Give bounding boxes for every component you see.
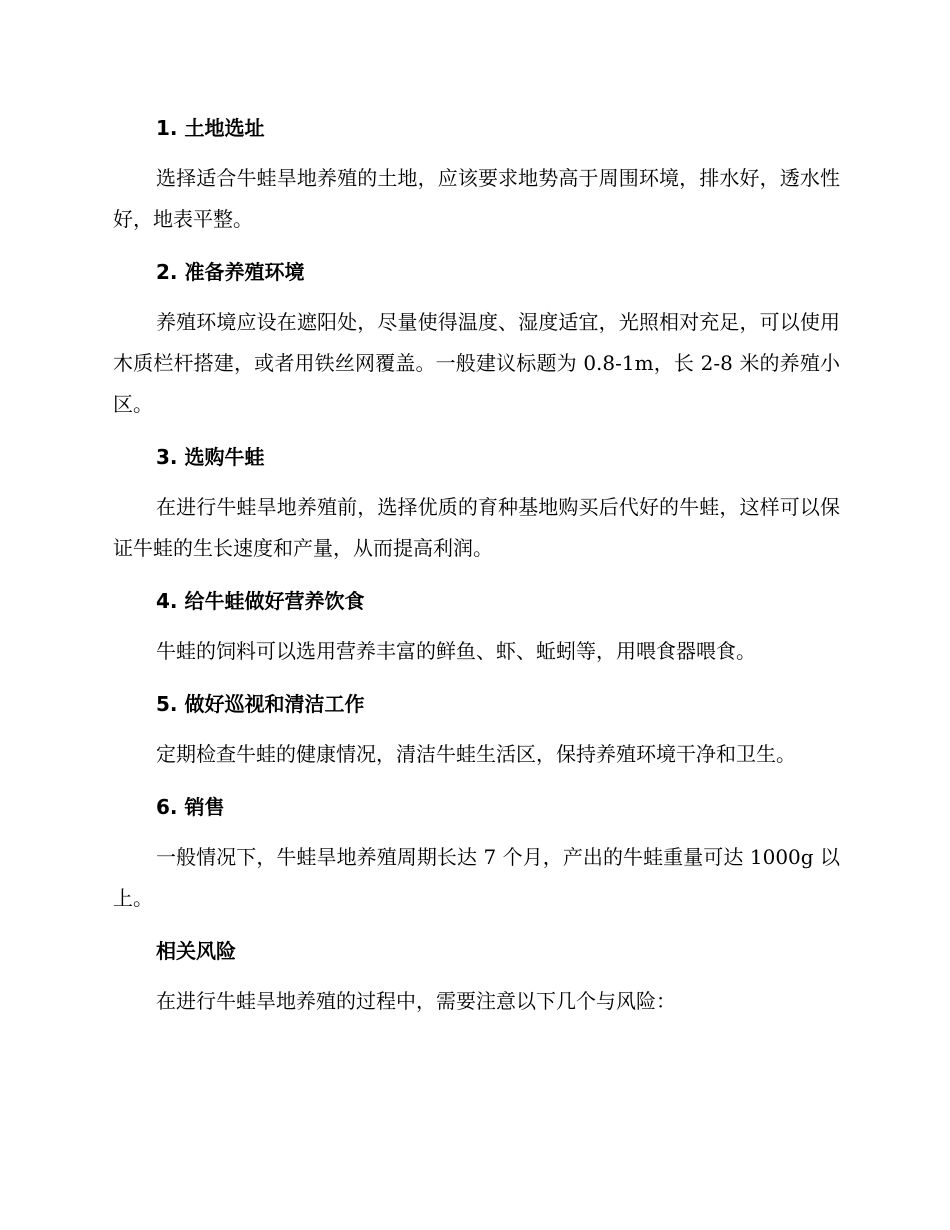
section-heading: 相关风险 <box>156 939 236 963</box>
section-related-risks <box>113 933 840 1022</box>
section-heading: 6. 销售 <box>156 795 225 819</box>
section-paragraph: 一般情况下，牛蛙旱地养殖周期长达 7 个月，产出的牛蛙重量可达 1000g 以上。 <box>113 845 840 910</box>
section-inspection-cleaning <box>113 686 840 775</box>
section-buy-frogs <box>113 439 840 569</box>
section-heading: 5. 做好巡视和清洁工作 <box>156 692 365 716</box>
section-heading: 2. 准备养殖环境 <box>156 260 305 284</box>
section-heading: 1. 土地选址 <box>156 116 265 140</box>
section-paragraph: 养殖环境应设在遮阳处，尽量使得温度、湿度适宜，光照相对充足，可以使用木质栏杆搭建，或者用铁丝网覆盖。一般建议标题为 0.8-1m，长 2-8 米的养殖小区。 <box>113 310 840 416</box>
section-heading: 4. 给牛蛙做好营养饮食 <box>156 589 365 613</box>
section-nutrition <box>113 583 840 672</box>
section-paragraph: 在进行牛蛙旱地养殖的过程中，需要注意以下几个与风险： <box>156 989 676 1013</box>
section-paragraph: 定期检查牛蛙的健康情况，清洁牛蛙生活区，保持养殖环境干净和卫生。 <box>156 742 796 766</box>
section-paragraph: 牛蛙的饲料可以选用营养丰富的鲜鱼、虾、蚯蚓等，用喂食器喂食。 <box>156 639 756 663</box>
section-paragraph: 在进行牛蛙旱地养殖前，选择优质的育种基地购买后代好的牛蛙，这样可以保证牛蛙的生长速度和产量，从而提高利润。 <box>113 495 840 560</box>
section-prepare-environment <box>113 254 840 425</box>
section-heading: 3. 选购牛蛙 <box>156 445 265 469</box>
section-paragraph: 选择适合牛蛙旱地养殖的土地，应该要求地势高于周围环境，排水好，透水性好，地表平整。 <box>113 166 840 231</box>
document-body <box>113 110 840 1036</box>
section-sales <box>113 789 840 919</box>
section-land-selection <box>113 110 840 240</box>
